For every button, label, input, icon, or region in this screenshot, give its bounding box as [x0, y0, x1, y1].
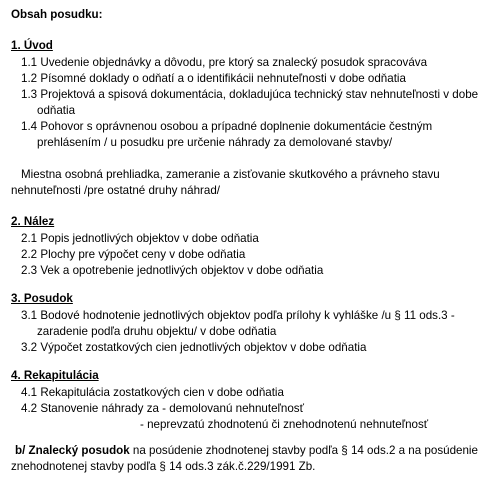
list-item: 2.2 Plochy pre výpočet ceny v dobe odňatia [21, 248, 246, 261]
list-item: 1.4 Pohovor s oprávnenou osobou a prípadné doplnenie dokumentácie čestným [21, 120, 433, 133]
paragraph-line: nehnuteľnosti /pre ostatné druhy náhrad/ [11, 184, 220, 197]
section-heading-nalez: 2. Nález [11, 215, 55, 228]
list-item-continuation: zaradenie podľa druhu objektu/ v dobe odňatia [37, 325, 277, 338]
list-item: 1.2 Písomné doklady o odňatí a o identifikácii nehnuteľnosti v dobe odňatia [21, 72, 406, 85]
list-item: 2.3 Vek a opotrebenie jednotlivých objektov v dobe odňatia [21, 264, 324, 277]
footer-line [15, 443, 478, 459]
list-item: 4.1 Rekapitulácia zostatkových cien v dobe odňatia [21, 386, 284, 399]
list-item-continuation: - neprevzatú zhodnotenú či znehodnotenú nehnuteľnosť [140, 418, 429, 431]
list-item-continuation: odňatia [37, 104, 76, 117]
list-item-continuation: prehlásením / u posudku pre určenie náhrady za demolované stavby/ [37, 136, 393, 149]
document-title: Obsah posudku: [11, 8, 103, 21]
section-heading-posudok: 3. Posudok [11, 292, 73, 305]
footer-line: znehodnotenej stavby podľa § 14 ods.3 zák.č.229/1991 Zb. [11, 460, 316, 473]
list-item: 3.1 Bodové hodnotenie jednotlivých objektov podľa prílohy k vyhláške /u § 11 ods.3 - [21, 309, 455, 322]
footer-bold-label: b/ Znalecký posudok [15, 444, 130, 457]
list-item: 4.2 Stanovenie náhrady za - demolovanú nehnuteľnosť [21, 402, 304, 415]
section-heading-uvod: 1. Úvod [11, 39, 53, 52]
list-item: 1.1 Uvedenie objednávky a dôvodu, pre ktorý sa znalecký posudok spracováva [21, 56, 428, 69]
list-item: 2.1 Popis jednotlivých objektov v dobe odňatia [21, 232, 259, 245]
paragraph-line: Miestna osobná prehliadka, zameranie a zisťovanie skutkového a právneho stavu [21, 168, 440, 181]
list-item: 1.3 Projektová a spisová dokumentácia, dokladujúca technický stav nehnuteľnosti v dobe [21, 88, 479, 101]
list-item: 3.2 Výpočet zostatkových cien jednotlivých objektov v dobe odňatia [21, 341, 367, 354]
section-heading-rekapitulacia: 4. Rekapitulácia [11, 369, 99, 382]
footer-text: na posúdenie zhodnotenej stavby podľa § 14 ods.2 a na posúdenie [129, 444, 478, 457]
